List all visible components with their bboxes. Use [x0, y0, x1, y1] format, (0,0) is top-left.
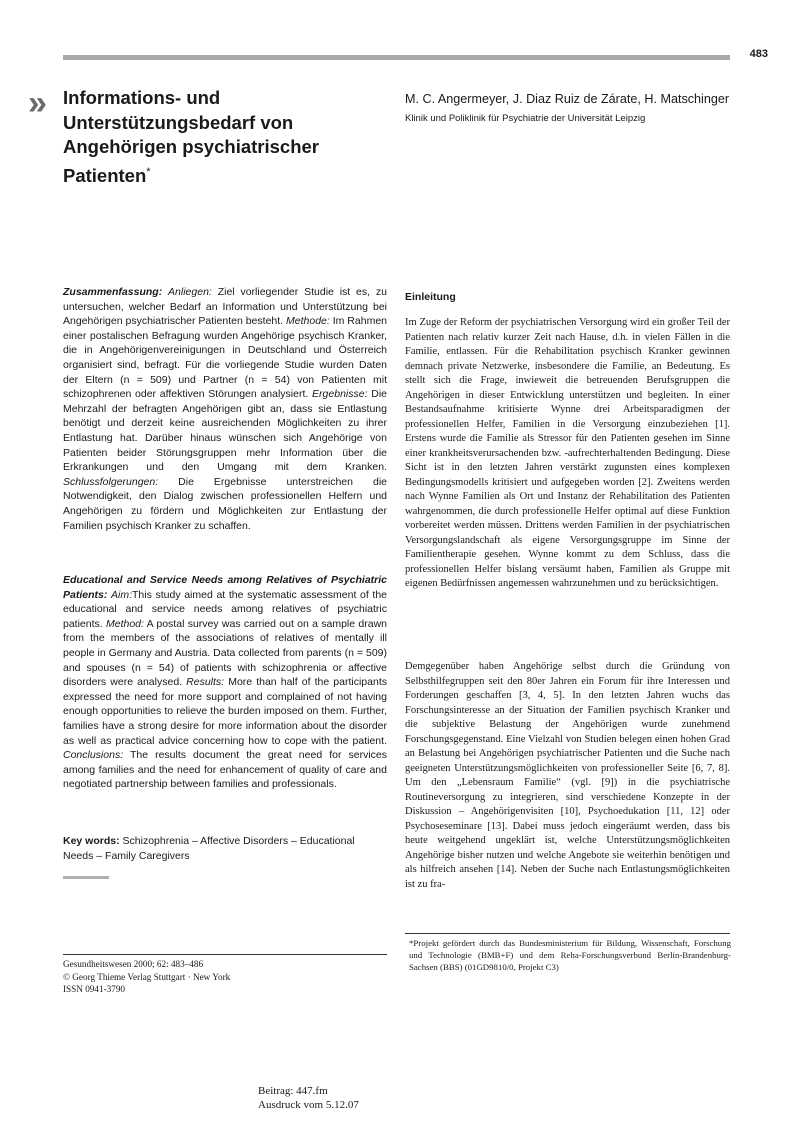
results-text: Die Mehrzahl der befragten Angehörigen gibt an, dass sie Entlastung benötigt und derzeit keine ausreichenden Möglichkeiten zu ihrer Entlastung hat. Darüber hinaus wünschen sich Angehörige von Patienten beider Störungsgruppen mehr Information über die Erkrankungen und den Umgang mit dem Kranken.	[63, 388, 387, 474]
title-line-text: Patienten	[63, 164, 147, 186]
authors: M. C. Angermeyer, J. Diaz Ruiz de Zárate, H. Matschinger	[405, 92, 730, 106]
abstract-english	[63, 573, 387, 792]
results-label: Ergebnisse:	[312, 388, 368, 401]
footnote: *Projekt gefördert durch das Bundesministerium für Bildung, Wissenschaft, Forschung und Technologie (BMB+F) und dem Reha-Forschungsverbund Berlin-Brandenburg-Sachsen (BBS) (01GD9810/0, Projekt C3)	[409, 938, 731, 973]
method-label: Methode:	[286, 315, 330, 328]
title-line	[63, 160, 363, 189]
footnote-rule	[405, 933, 730, 934]
header-rule	[63, 55, 730, 60]
citation-line: ISSN 0941-3790	[63, 984, 126, 995]
conclusion-label: Conclusions:	[63, 749, 124, 762]
keywords-label: Key words:	[63, 835, 120, 847]
print-stamp	[258, 1084, 359, 1112]
title-line: Angehörigen psychiatrischer	[63, 136, 319, 157]
abstract-label: Zusammenfassung:	[63, 286, 163, 298]
abstract-german	[63, 285, 387, 533]
method-label: Method:	[106, 617, 144, 630]
method-text: Im Rahmen einer postalischen Befragung wurden Angehörige psychisch Kranker, die in Angehörigenvereinigungen in Deutschland und Österreich organisiert sind, befragt. Für die vorliegende Studie wurden Daten der Eltern (n = 509) und Partner (n = 54) von Patienten mit schizophrenen oder affektiven Störungen analysiert.	[63, 315, 387, 401]
aim-label: Aim:	[111, 588, 132, 601]
page-number: 483	[749, 48, 768, 60]
footnote-marker: *	[146, 165, 151, 178]
title-line: Informations- und	[63, 87, 221, 108]
method-text: A postal survey was carried out on a sample drawn from the members of the associations of relatives of mentally ill people in Germany and Austria. Data collected from parents (n = 509) and spouses (n = 54) of patients with schizophrenia or affective disorders were analysed.	[63, 617, 387, 689]
conclusion-text: The results document the great need for services among families and the need for enhancement of quality of care and negotiated partnership between families and professionals.	[63, 749, 387, 791]
citation-line: © Georg Thieme Verlag Stuttgart · New York	[63, 971, 231, 982]
article-title	[63, 86, 363, 188]
abstract-en-title: Educational and Service Needs among Relatives of Psychiatric Patients:	[63, 574, 387, 601]
stamp-line: Beitrag: 447.fm	[258, 1085, 328, 1097]
intro-paragraph-2: Demgegenüber haben Angehörige selbst durch die Gründung von Selbsthilfegruppen seit den 80er Jahren ein Forum für ihre Interessen und Forderungen geschaffen [3, 4, 5]. In den letzten Jahren wuchs das Forschungsinteresse an der Situation der Familien psychisch Kranker und die subjektive Belastung der Angehörigen wurde zunehmend Forschungsgegenstand. Eine Vielzahl von Studien belegen einen hohen Grad an Belastung bei Angehörigen psychiatrischer Patienten und die Suche nach geeigneten Unterstützungsmöglichkeiten von professioneller Seite [6, 7, 8]. Um den „Lebensraum Familie“ (vgl. [9]) in die psychiatrische Routineversorgung zu integrieren, sind verschiedene Konzepte in der Diskussion – Angehörigenvisiten [10], Psychoedukation [11, 12] oder Psychoseseminare [13]. Dabei muss jedoch eingeräumt werden, dass bis heute weitgehend ungeklärt ist, welche Unterstützungsmöglichkeiten Angehörige bisher nutzen und welche Angebote sie weiterhin benötigen und als hilfreich ansehen [14]. Neben der Suche nach Entlastungsmöglichkeiten ist zu fra-	[405, 661, 730, 890]
citation-block	[63, 958, 387, 996]
aim-label: Anliegen:	[168, 286, 212, 298]
keywords	[63, 834, 387, 863]
keywords-text: Schizophrenia – Affective Disorders – Educational Needs – Family Caregivers	[63, 835, 355, 862]
results-label: Results:	[186, 676, 225, 689]
results-text: More than half of the participants expressed the need for more support and complained of not having enough opportunities to relieve the burden imposed on them. Further, families have a strong desire for more information about the disorder as well as practical advice concerning how to cope with the patient.	[63, 676, 387, 747]
intro-paragraph-1: Im Zuge der Reform der psychiatrischen Versorgung wird ein großer Teil der Patienten nach relativ kurzer Zeit nach Hause, d.h. in vielen Fällen in die Familie, entlassen. Für die Rehabilitation psychisch Kranker gewinnen demnach private Netzwerke, insbesondere die Familie, an Bedeutung. Es stellt sich die Frage, inwieweit die betreuenden Berufsgruppen die Angehörigen in dieser Entwicklung unterstützen und begleiten. In einer Bestandsaufnahme kritisierte Wynne drei Arbeitsparadigmen der professionellen Helfer, Familien in die Versorgung einzubeziehen [1]. Erstens wurde die Familie als Stressor für den Patienten gesehen im Sinne einer krankheitsverursachenden bzw. -aufrechterhaltenden Bedingung. Diese Sicht ist in den letzten Jahren verstärkt zugunsten eines komplexen Bedingungsmodells kritisiert und aufgegeben worden [2]. Zweitens werden nach Wynne Familien als Ort und Instanz der Rehabilitation des Patienten wahrgenommen, die durch professionelle Helfer optimal auf diese Funktion vorbereitet werden müssen. Drittens werden Familien in der psychiatrischen Versorgungslandschaft als eigene Versorgungsgruppe im Sinne der Familientherapie gesehen. Wynne kommt zu dem Schluss, dass die professionellen Helfer bislang versäumt haben, Familien als Gruppe mit eigenen Bedürfnissen angemessen wahrzunehmen und zu berücksichtigen.	[405, 317, 730, 589]
conclusion-label: Schlussfolgerungen:	[63, 475, 159, 488]
conclusion-text: Die Ergebnisse unterstreichen die Notwendigkeit, den Dialog zwischen professionellen Helfern und Angehörigen zu fördern und Möglichkeiten zur Entlastung der Familien psychisch Kranker zu schaffen.	[63, 475, 387, 532]
title-line: Unterstützungsbedarf von	[63, 111, 294, 133]
stamp-line: Ausdruck vom 5.12.07	[258, 1099, 359, 1111]
keywords-rule	[63, 876, 109, 879]
section-heading: Einleitung	[405, 291, 456, 303]
aim-text: This study aimed at the systematic assessment of the educational and service needs among relatives of psychiatric patients.	[63, 588, 387, 630]
chevron-marker-icon: »	[28, 84, 43, 122]
citation-line: Gesundheitswesen 2000; 62: 483–486	[63, 959, 204, 969]
aim-text: Ziel vorliegender Studie ist es, zu untersuchen, welcher Bedarf an Information und Unterstützung bei Angehörigen psychiatrischer Patienten besteht.	[63, 286, 388, 328]
citation-rule	[63, 954, 387, 955]
affiliation: Klinik und Poliklinik für Psychiatrie der Universität Leipzig	[405, 113, 646, 124]
